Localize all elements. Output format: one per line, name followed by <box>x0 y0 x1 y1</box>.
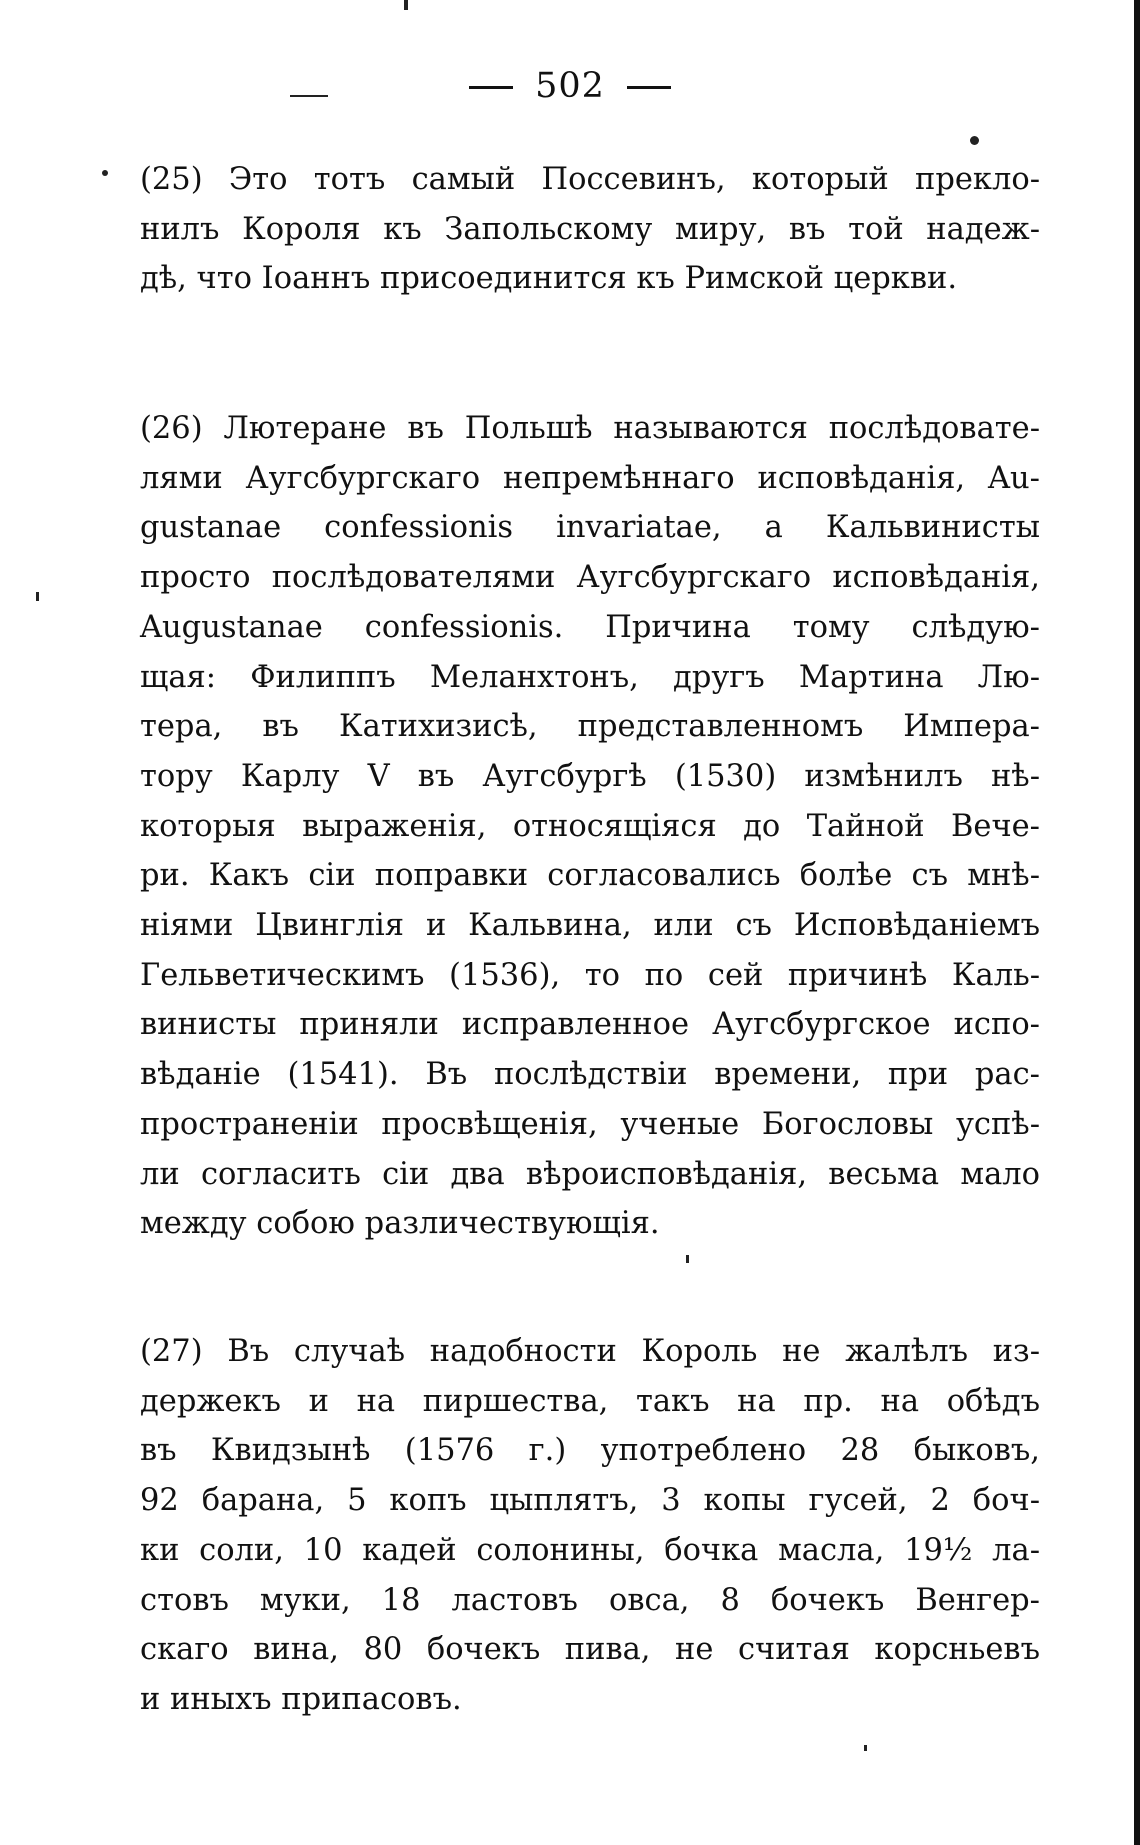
text-line: въ Квидзынѣ (1576 г.) употреблено 28 быковъ, <box>140 1433 1040 1469</box>
text-line: скаго вина, 80 бочекъ пива, не считая корсньевъ <box>140 1632 1040 1668</box>
text-line: просто послѣдователями Аугсбургскаго исповѣданія, <box>140 560 1040 596</box>
scan-speck <box>864 1745 867 1751</box>
footnote-25 <box>140 155 1040 304</box>
text-line: (25) Это тотъ самый Поссевинъ, который прекло- <box>140 162 1040 197</box>
text-line: тера, въ Катихизисѣ, представленномъ Импера- <box>140 709 1040 745</box>
scan-speck <box>404 0 408 10</box>
text-line: Гельветическимъ (1536), то по сей причинѣ Каль- <box>140 957 1040 993</box>
text-line: щая: Филиппъ Меланхтонъ, другъ Мартина Лю- <box>140 659 1040 695</box>
text-line: пространеніи просвѣщенія, ученые Богословы успѣ- <box>140 1106 1040 1142</box>
scan-speck <box>970 136 979 145</box>
text-line: дѣ, что Іоаннъ присоединится къ Римской церкви. <box>140 261 958 297</box>
right-dash <box>627 86 671 89</box>
text-line: между собою различествующія. <box>140 1206 660 1242</box>
footnote-27 <box>140 1327 1040 1725</box>
text-line: ніями Цвинглія и Кальвина, или съ Исповѣданіемъ <box>140 908 1040 944</box>
text-line: (27) Въ случаѣ надобности Король не жалѣлъ из- <box>140 1334 1040 1369</box>
text-line: винисты приняли исправленное Аугсбургское испо- <box>140 1007 1040 1043</box>
scan-speck <box>290 95 328 97</box>
text-line: лями Аугсбургскаго непремѣннаго исповѣданія, Au- <box>140 460 1040 496</box>
text-line: ри. Какъ сіи поправки согласовались болѣе съ мнѣ- <box>140 858 1040 894</box>
text-line: ли согласить сіи два вѣроисповѣданія, весьма мало <box>140 1156 1040 1192</box>
scan-speck <box>36 592 39 601</box>
scan-speck <box>102 170 108 176</box>
page-number: 502 <box>535 66 605 106</box>
page-edge-shadow <box>1134 0 1140 1845</box>
text-line: которыя выраженія, относящіяся до Тайной Вече- <box>140 808 1040 844</box>
text-line: стовъ муки, 18 ластовъ овса, 8 бочекъ Венгер- <box>140 1582 1040 1618</box>
text-line: вѣданіе (1541). Въ послѣдствіи времени, при рас- <box>140 1057 1040 1093</box>
text-line: и иныхъ припасовъ. <box>140 1681 462 1717</box>
text-line: (26) Лютеране въ Польшѣ называются послѣдовате- <box>140 411 1040 446</box>
text-line: нилъ Короля къ Запольскому миру, въ той надеж- <box>140 211 1040 247</box>
text-line: Augustanae confessionis. Причина тому слѣдую- <box>140 609 1040 645</box>
text-line: тору Карлу V въ Аугсбургѣ (1530) измѣнилъ нѣ- <box>140 758 1040 794</box>
page-number-header <box>0 66 1140 106</box>
scan-speck <box>686 1255 689 1263</box>
left-dash <box>469 86 513 89</box>
text-line: gustanae confessionis invariatae, а Кальвинисты <box>140 510 1040 546</box>
footnote-26 <box>140 404 1040 1249</box>
text-line: 92 барана, 5 копъ цыплятъ, 3 копы гусей, 2 боч- <box>140 1483 1040 1519</box>
text-line: держекъ и на пиршества, такъ на пр. на обѣдъ <box>140 1383 1040 1419</box>
text-line: ки соли, 10 кадей солонины, бочка масла, 19½ ла- <box>140 1532 1040 1568</box>
